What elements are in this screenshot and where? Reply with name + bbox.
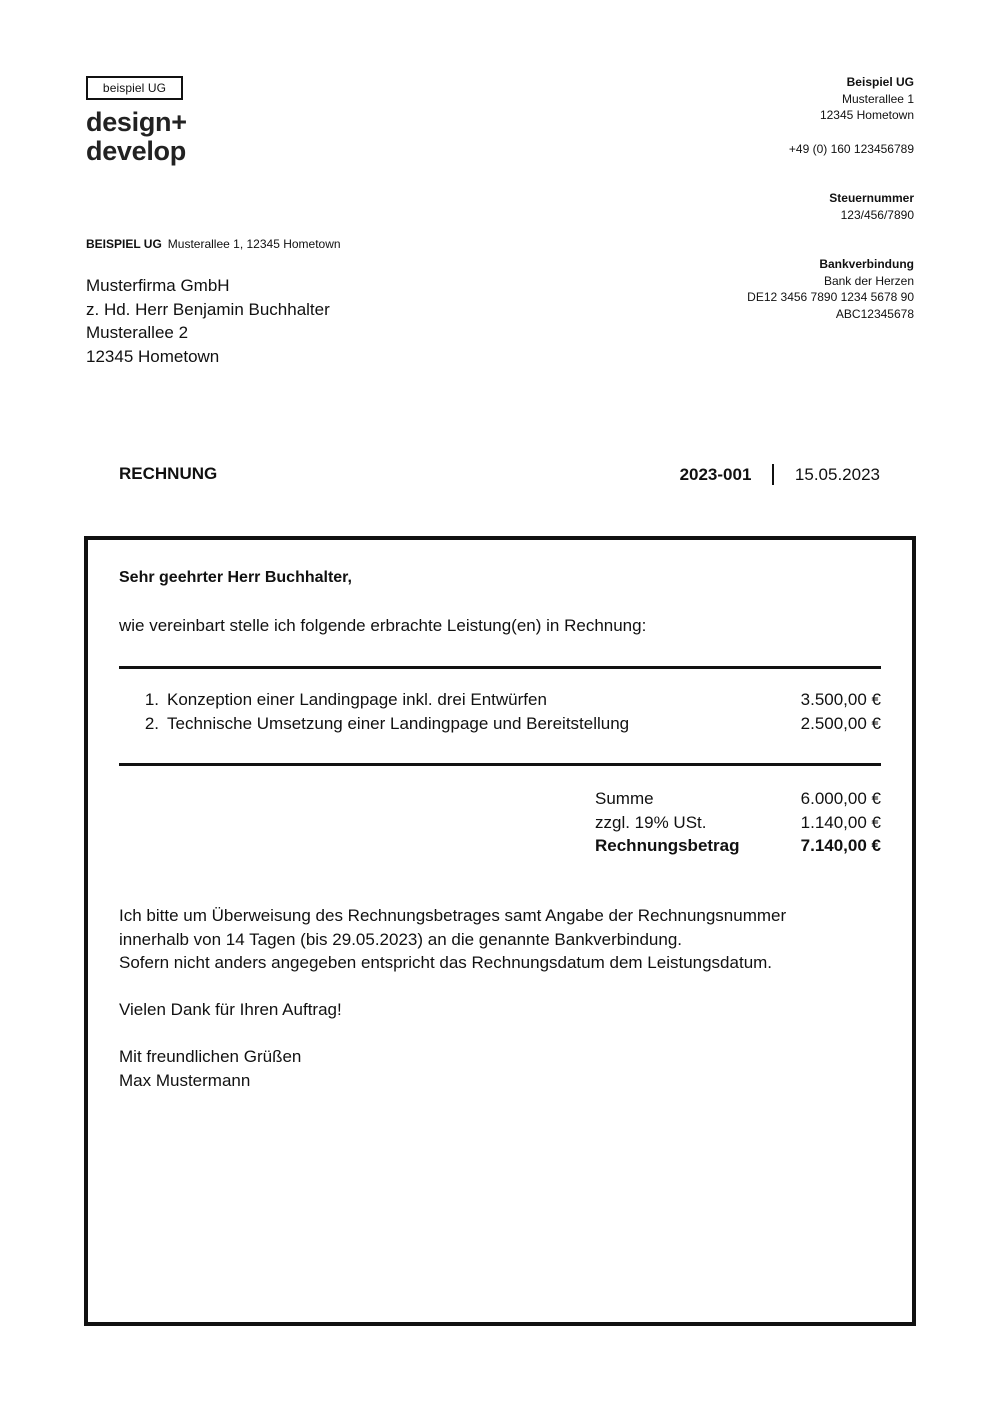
subtotal-row: [595, 787, 881, 811]
logo-badge: beispiel UG: [86, 76, 183, 100]
bank-label: Bankverbindung: [819, 257, 914, 271]
salutation: Sehr geehrter Herr Buchhalter,: [119, 569, 352, 586]
tax-label: zzgl. 19% USt.: [595, 812, 707, 832]
sender-city: 12345 Hometown: [819, 108, 914, 122]
invoice-number: 2023-001: [679, 464, 752, 484]
return-address-text: Musterallee 1, 12345 Hometown: [167, 237, 341, 251]
tax-row: [595, 811, 881, 835]
sender-company: Beispiel UG: [846, 75, 914, 89]
closing-text: [119, 904, 786, 1092]
logo-line-2: develop: [86, 136, 186, 166]
total-label: Rechnungsbetrag: [595, 836, 740, 855]
tax-number: 123/456/7890: [840, 207, 914, 222]
return-address: [86, 237, 341, 251]
line-item-price: 2.500,00 €: [800, 713, 881, 733]
recipient-line-4: 12345 Hometown: [86, 346, 220, 366]
divider-top: [119, 666, 881, 669]
return-company: BEISPIEL UG: [86, 237, 162, 251]
logo-line-1: design+: [86, 107, 187, 137]
tax-value: 1.140,00 €: [800, 812, 881, 832]
line-item: [119, 688, 881, 712]
subtotal-value: 6.000,00 €: [800, 789, 881, 808]
tax-number-label: Steuernummer: [829, 191, 914, 205]
intro-text: wie vereinbart stelle ich folgende erbrachte Leistung(en) in Rechnung:: [119, 616, 647, 635]
invoice-date: 15.05.2023: [794, 464, 880, 484]
thanks-line: Vielen Dank für Ihren Auftrag!: [119, 1000, 342, 1019]
bank-iban: DE12 3456 7890 1234 5678 90: [747, 290, 914, 304]
sender-info: [747, 74, 914, 322]
line-item-description: Technische Umsetzung einer Landingpage und Bereitstellung: [167, 713, 630, 733]
line-item: [119, 712, 881, 736]
payment-note-line-3: Sofern nicht anders angegeben entspricht das Rechnungsdatum dem Leistungsdatum.: [119, 953, 773, 972]
signature-name: Max Mustermann: [119, 1070, 251, 1090]
total-row: [595, 834, 881, 858]
document-meta: [680, 464, 880, 485]
logo-wordmark: [86, 108, 187, 166]
bank-name: Bank der Herzen: [823, 273, 914, 288]
line-item-index: 2.: [144, 713, 159, 733]
line-items: [119, 688, 881, 735]
subtotal-label: Summe: [595, 789, 654, 808]
bank-bic: ABC12345678: [835, 306, 914, 321]
totals: [595, 787, 881, 858]
line-item-price: 3.500,00 €: [800, 690, 881, 709]
total-value: 7.140,00 €: [800, 836, 881, 855]
divider-bottom: [119, 763, 881, 766]
recipient-line-2: z. Hd. Herr Benjamin Buchhalter: [86, 299, 330, 319]
line-item-index: 1.: [144, 690, 159, 709]
document-title: RECHNUNG: [119, 464, 218, 483]
meta-divider: [772, 464, 774, 485]
payment-note-line-2: innerhalb von 14 Tagen (bis 29.05.2023) an die genannte Bankverbindung.: [119, 929, 683, 949]
line-item-description: Konzeption einer Landingpage inkl. drei Entwürfen: [167, 690, 547, 709]
recipient-line-1: Musterfirma GmbH: [86, 276, 230, 295]
sender-phone: +49 (0) 160 123456789: [788, 141, 914, 156]
recipient-address: [86, 274, 330, 368]
recipient-line-3: Musterallee 2: [86, 323, 189, 342]
greeting-line: Mit freundlichen Grüßen: [119, 1047, 302, 1066]
payment-note-line-1: Ich bitte um Überweisung des Rechnungsbetrages samt Angabe der Rechnungsnummer: [119, 906, 787, 925]
sender-street: Musterallee 1: [841, 91, 914, 106]
